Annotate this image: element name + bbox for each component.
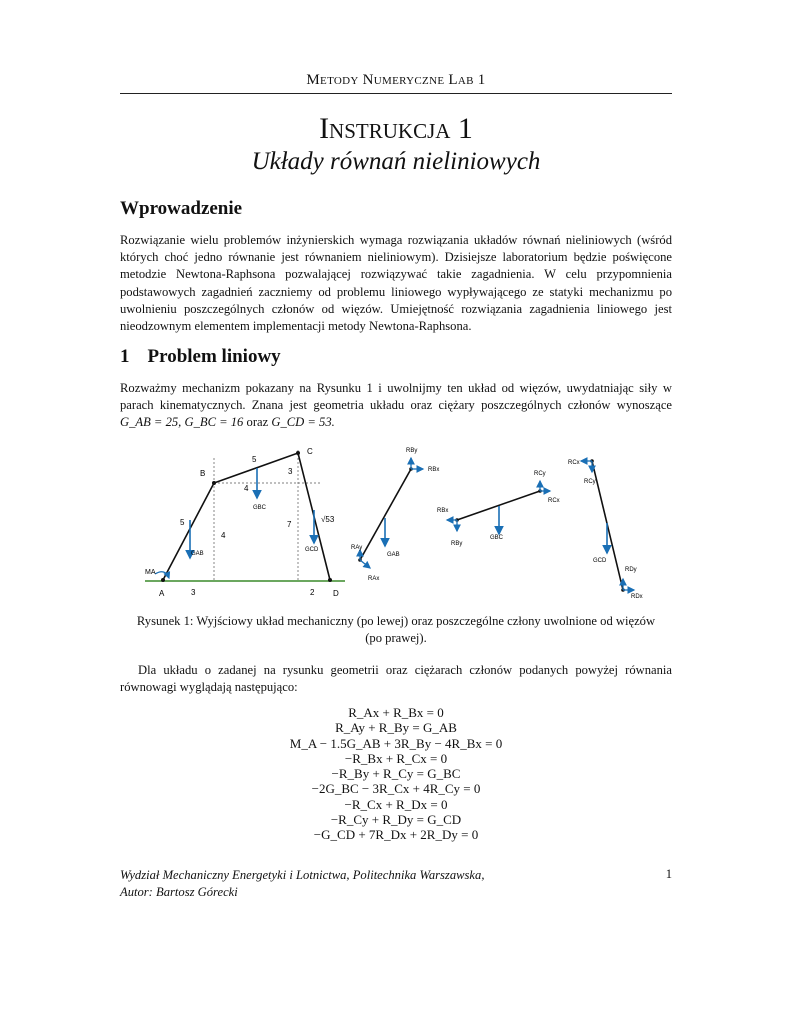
force-label: RBy (451, 541, 463, 547)
dim-label: √53 (321, 515, 335, 524)
dim-label: 4 (244, 484, 249, 493)
equation: −G_CD + 7R_Dx + 2R_Dy = 0 (313, 827, 479, 843)
force-label: RBx (428, 467, 440, 473)
section-1-text: Rozważmy mechanizm pokazany na Rysunku 1 i uwolnijmy ten układ od więzów, uwydatniając siły w parach kinematycznych. Znana jest geometria układu oraz ciężary poszczególnych członów wynoszące (120, 381, 672, 413)
joint-a (161, 578, 165, 582)
equation: −R_Bx + R_Cx = 0 (344, 750, 448, 766)
section-number: 1 (120, 346, 130, 367)
force-label: GCD (593, 558, 607, 564)
label-c: C (307, 447, 313, 456)
force-label: RDy (625, 567, 637, 573)
force-label: GAB (191, 551, 204, 557)
joint-d (328, 578, 332, 582)
reaction-arrow (360, 560, 370, 568)
footer (120, 867, 484, 901)
dim-label: 3 (288, 467, 293, 476)
figure-1 (135, 438, 647, 598)
freed-link-bc (437, 471, 560, 547)
label-a: A (159, 589, 165, 598)
document-subtitle: Układy równań nieliniowych (251, 148, 541, 175)
force-label: RCx (548, 498, 560, 504)
force-label: RCy (584, 479, 596, 485)
equation: −R_Cy + R_Dy = G_CD (330, 812, 462, 828)
dim-label: 4 (221, 531, 226, 540)
section-1-heading (120, 346, 281, 368)
force-label: GBC (253, 505, 267, 511)
force-label: GBC (490, 535, 504, 541)
original-mechanism (145, 447, 345, 598)
equation: R_Ax + R_Bx = 0 (348, 705, 444, 720)
header-rule (120, 93, 672, 94)
equations-intro: Dla układu o zadanej na rysunku geometrii oraz ciężarach członów podanych powyżej równania równowagi wyglądają następująco: (120, 663, 672, 695)
link-ab (360, 469, 411, 560)
equation: −R_By + R_Cy = G_BC (331, 766, 461, 782)
equation: R_Ay + R_By = G_AB (335, 720, 457, 736)
conjunction: oraz (246, 415, 269, 430)
force-label: RCy (534, 471, 546, 477)
dim-label: 3 (191, 588, 196, 597)
footer-affiliation: Wydział Mechaniczny Energetyki i Lotnictwa, Politechnika Warszawska, (120, 868, 485, 882)
force-label: RAy (351, 545, 363, 551)
label-b: B (200, 469, 206, 478)
force-label: RDx (631, 594, 643, 598)
running-header: Metody Numeryczne Lab 1 (306, 72, 486, 88)
force-label: RCx (568, 460, 580, 466)
value-g-ab: G_AB = 25, (120, 415, 182, 430)
value-g-cd: G_CD = 53. (271, 415, 335, 430)
dim-label: 5 (180, 518, 185, 527)
mechanism-links (163, 453, 330, 580)
joint-b (212, 481, 216, 485)
equation: −2G_BC − 3R_Cx + 4R_Cy = 0 (311, 781, 481, 797)
figure-caption: Rysunek 1: Wyjściowy układ mechaniczny (po lewej) oraz poszczególne człony uwolnione od więzów (po prawej). (136, 614, 656, 646)
footer-author: Autor: Bartosz Górecki (120, 885, 238, 899)
mechanism-diagram (135, 438, 647, 598)
equation: M_A − 1.5G_AB + 3R_By − 4R_Bx = 0 (289, 735, 503, 751)
freed-link-cd (568, 459, 643, 598)
equation: −R_Cx + R_Dx = 0 (344, 796, 448, 812)
force-label: RAx (368, 576, 380, 582)
value-g-bc: G_BC = 16 (184, 415, 244, 430)
moment-label: MA (145, 569, 156, 576)
section-title: Problem liniowy (147, 346, 281, 367)
page-number: 1 (665, 867, 672, 881)
equation-system (120, 705, 672, 843)
dim-label: 7 (287, 520, 292, 529)
intro-paragraph: Rozwiązanie wielu problemów inżynierskich wymaga rozwiązania układów równań nieliniowych (wśród których choć jedno równanie jest równaniem nieliniowym). Dzisiejsze laboratorium będzie poświęcone metodzie Newtona-Raphsona pozwalającej rozwiązywać takie zagadnienia. W celu przypomnienia podstawowych zagadnień zaczniemy od problemu liniowego wypływającego ze statyki mechanizmu po uwolnieniu poszczególnych członów od więzów. Umiejętność rozwiązania zagadnienia liniowego jest nieodzownym elementem implementacji metody Newtona-Raphsona. (120, 233, 672, 334)
label-d: D (333, 589, 339, 598)
section-1-paragraph (120, 380, 672, 432)
joint-c (296, 451, 300, 455)
force-label: GCD (305, 547, 319, 553)
intro-heading: Wprowadzenie (120, 198, 243, 219)
force-label: RBy (406, 448, 418, 454)
force-label: RBx (437, 508, 449, 514)
freed-link-ab (351, 448, 439, 582)
dim-label: 2 (310, 588, 315, 597)
document-title: Instrukcja 1 (319, 112, 473, 145)
force-label: GAB (387, 552, 400, 558)
dim-label: 5 (252, 455, 257, 464)
